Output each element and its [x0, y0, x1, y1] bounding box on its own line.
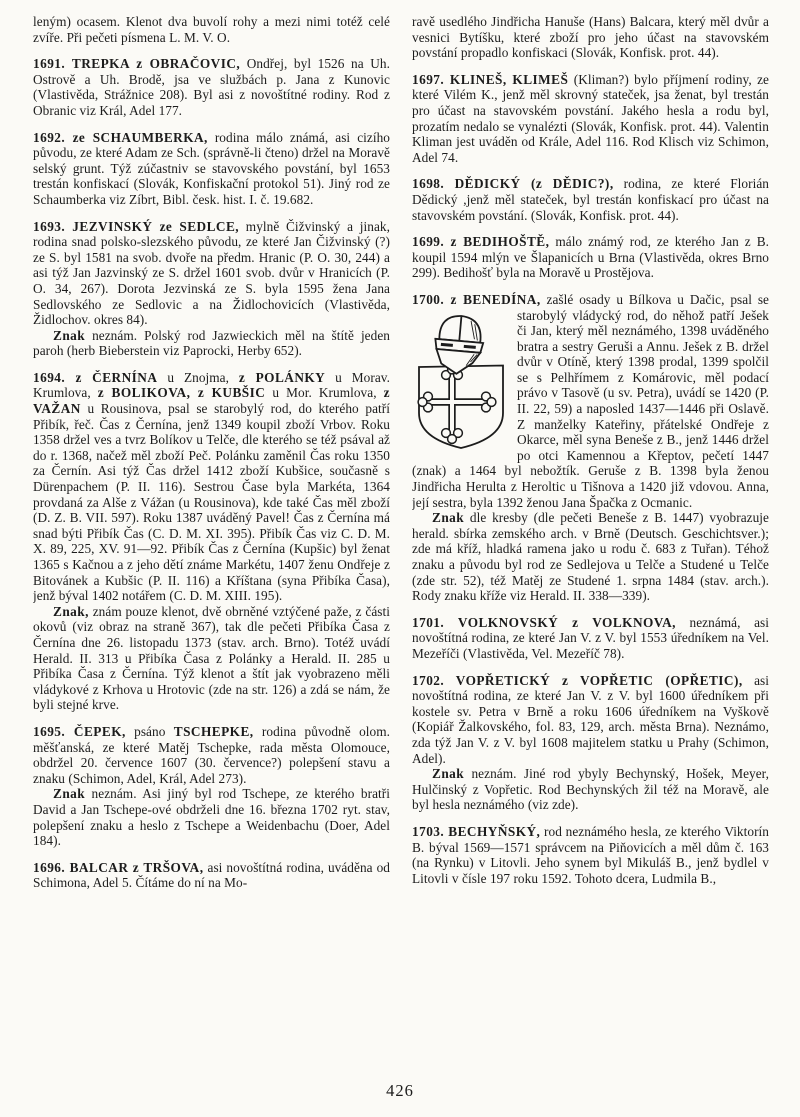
znak-paragraph [412, 510, 769, 604]
text-run: rodina málo známá, asi cizího původu, ze které Adam ze Sch. (správně-li čteno) držel na Moravě selský grunt. Týž zúčastniv se stavovského povstání, byl 1653 trestán konfiskací (Slovák, Konfiskační protokol 51). Jiný rod ze Schaumberka viz Zíbrt, Bibl. česk. hist. I. č. 19.682. [33, 129, 390, 207]
entry-heading: 1692. ze SCHAUMBERKA, [33, 129, 208, 145]
entry-paragraph [412, 72, 769, 166]
bold-run: z BOLIKOVA, z KUBŠIC [97, 385, 266, 401]
continuation-paragraph [412, 14, 769, 61]
left-column [33, 14, 390, 1068]
entry-heading: 1695. ČEPEK, [33, 723, 126, 739]
text-run: znám pouze klenot, dvě obrněné vztýčené paže, z části okovů (viz obraz na straně 367), tak dle pečeti Přibíka Časa z Černína dne 26. listopadu 1373 (stav. arch. Brno). Totéž uvádí Herald. II. 313 u Přibíka Časa z Polánky a Herald. II. 285 u Přibíka Časa z Černína. Týž klenot a štít jak vyobrazeno měli vládykové z Krhova u Hrotovic (zde na str. 126) a zdá se nám, že byli stejné krve. [33, 603, 390, 713]
shield-cross-helm-icon [412, 310, 508, 450]
bold-run: Znak, [53, 603, 89, 619]
text-run: (Kliman?) bylo příjmení rodiny, ze které Vilém K., jenž měl skrovný stateček, jsa ženat, byl trestán pro účast na stavovském povstání. Jakého hesla a rodu byl, prozatím nedalo se vynalézti (Slovák, Konfisk. prot. 44). Valentin Kliman jest uváděn od Krále, Adel 116. Rod Klisch viz Schimon, Adel 74. [412, 71, 769, 165]
text-run: dle kresby (dle pečeti Beneše z B. 1447) vyobrazuje herald. sbírka zemského arch. v Brně (Deutsch. Geschichtsver.); zde má kříž, hladká ramena jako u rodu č. 683 z Tuřan). Téhož znaku a původu byl rod ze Sedlejova u Telče a Studené u Telče (zde str. 52), též Matěj ze Studené 1. srpna 1484 (stav. arch.). Rody znaku kříže viz Herald. II. 338—339). [412, 510, 769, 604]
text-run: u Rousinova, psal se starobylý rod, do kterého patří Přibík, řeč. Čas z Černína, jenž 1349 koupil zboží Vrbov. Roku 1358 držel ves a tvrz Bolíkov u Telče, dle kterého se též psával až do r. 1368, načež měl zboží Peč. Polánku zaměnil Čas roku 1350 za Černín. Asi týž Čas držel 1412 zboží Kubšice, současně s Dürenpachem (P. II. 116). Sestrou Čase byla Markéta, 1364 provdaná za Alše z Vážan (u Rousinova), kde také Čas měl zboží (D. Z. B. VII. 597). Roku 1387 uváděný Pavel! Čas z Černína má snad býti Přibík Čas (C. D. M. XI. 395). Přibík Čas viz C. D. M. X. 89, 225, XV. 91—92. Přibík Čas z Černína (Kupšic) byl ženat 1365 s Kačnou a z jeho dětí známe Markétu, 1407 ženu Ondřeje z Bitovánek a Kubšic (P. II. 116) a Kříštana (syna Přibíka Časa), jenž býval 1402 notářem (C. D. M. XIII. 195). [33, 401, 390, 604]
znak-paragraph [33, 786, 390, 848]
text-run: rod neznámého hesla, ze kterého Viktorín B. býval 1569—1571 správcem na Piňovicích a měl dům č. 163 (na Rynku) v Litovli. Jeho synem byl Mikuláš B., jenž bydlel v Litovli v čísle 197 roku 1592. Tohoto dcera, Ludmila B., [412, 823, 769, 886]
text-run: rodina, ze které Florián Dědický ,jenž měl stateček, byl trestán konfiskací pro účast na stavovském povstání. (Slovák, Konfisk. prot. 44). [412, 176, 769, 223]
bold-run: z POLÁNKY [238, 369, 326, 385]
znak-paragraph [412, 766, 769, 813]
entry-heading: 1696. BALCAR z TRŠOVA, [33, 859, 204, 875]
entry-heading: 1693. JEZVINSKÝ ze SEDLCE, [33, 218, 240, 234]
text-run: psal se starobylý vládycký rod, do něhož patří Ješek či Jan, který měl neznámého, 1398 uváděného bratra a sestry Geruši a Annu. Ješek z B. držel dvůr v Otíně, který 1398 prodal, 1399 spolčil se s Pelhřímem z Komárovic, měl podací právo v Tasově (u sv. Petra), uvádí se 1420 (P. II. 22, 59) a naposled 1437—1446 při Oslavě. Z manželky Kateřiny, přátelské Ondřeje z Okarce, měl syna Beneše z B., jenž 1446 držel po otci Kamennou a Křeptov, pečetí 1447 (znak) a 1464 byl nebožtík. Geruše z B. 1398 byla ženou Jindřicha Herulta z Heroltic u Tišnova a 1420 již vdovou. Anna, její sestra, byla 1392 ženou Jana Špačka z Ocmanic. [412, 291, 769, 510]
entry-paragraph [33, 860, 390, 891]
bold-run: Znak [432, 766, 465, 782]
entry-paragraph [412, 673, 769, 767]
text-run: mylně Čižvinský a jinak, rodina snad polsko-slezského původu, ze které Jan Čižvinský (?) ze S. byl 1581 na svob. dvoře na předm. Hranic (P. O. 30, 244) a asi týž Jan Jazvinský ze S. držel 1601 svob. dvůr v Hranicích (P. O. 34, 267). Dorota Jezvinská ze S. byla 1595 žena Jana Sedlovského ze Sedlovic a na Židlochovicích (Vlastivěda, Židlochov. okres 84). [33, 218, 390, 328]
text-run: u Znojma, [157, 369, 239, 385]
entry-paragraph [33, 724, 390, 786]
text-run: zašlé osady u Bílkova u Dačic, [540, 291, 731, 307]
entry-heading: 1698. DĚDICKÝ (z DĚDIC?), [412, 176, 614, 192]
entry-paragraph [412, 292, 769, 510]
entry-heading: 1703. BECHYŇSKÝ, [412, 823, 541, 839]
text-run: u Morav. Krumlova, [33, 369, 390, 401]
entry-heading: 1700. z BENEDÍNA, [412, 291, 541, 307]
bold-run: z VAŽAN [33, 385, 390, 417]
entry-heading: 1694. z ČERNÍNA [33, 369, 158, 385]
text-run: psáno [125, 723, 174, 739]
text-run: neznám. Polský rod Jazwieckich měl na štítě jeden paroh (herb Bieberstein viz Paprocki, Herby 652). [33, 327, 390, 359]
entry-heading: 1691. TREPKA z OBRAČOVIC, [33, 56, 241, 72]
entry-paragraph [33, 130, 390, 208]
right-column [412, 14, 769, 1068]
text-run: neznám. Asi jiný byl rod Tschepe, ze kterého bratři David a Jan Tschepe-ové obdrželi dne 16. března 1702 ryt. stav, polepšení znaku a heslo z Tschepe a Weidenbachu (Doer, Adel 184). [33, 786, 390, 849]
entry-paragraph [412, 234, 769, 281]
text-run: asi novoštítná rodina, uváděna od Schimona, Adel 5. Čítáme do ní na Mo- [33, 859, 390, 891]
znak-paragraph [33, 604, 390, 713]
entry-heading: 1701. VOLKNOVSKÝ z VOLKNOVA, [412, 614, 676, 630]
znak-paragraph [33, 328, 390, 359]
text-run: u Mor. Krumlova, [265, 385, 384, 401]
text-run: rodina původně olom. měšťanská, ze které Matěj Tschepke, rada města Olomouce, obdržel 20. července 1607 (30. července?) polepšení stavu a znaku (Schimon, Adel, Král, Adel 273). [33, 723, 390, 786]
bold-run: Znak [53, 786, 86, 802]
entry-paragraph [33, 56, 390, 118]
entry-paragraph [412, 176, 769, 223]
bold-run: Znak [432, 510, 465, 526]
benedin-coat-of-arms-figure [412, 310, 508, 450]
entry-heading: 1699. z BEDIHOŠTĚ, [412, 234, 550, 250]
entry-paragraph [33, 219, 390, 328]
text-run: asi novoštítná rodina, ze které Jan V. z V. byl 1600 úředníkem při kostele sv. Petra v Brně a roku 1606 úředníkem na Vyškově (Kopiář Žalkovského, fol. 83, 129, arch. města Brna). Neznámo, zda týž Jan V. z V. byl 1608 majitelem statku u Prahy (Schimon, Adel). [412, 672, 769, 766]
page-number: 426 [386, 1081, 414, 1100]
continuation-paragraph [33, 14, 390, 45]
entry-heading: 1697. KLINEŠ, KLIMEŠ [412, 71, 569, 87]
entry-paragraph [412, 615, 769, 662]
entry-heading: 1702. VOPŘETICKÝ z VOPŘETIC (OPŘETIC), [412, 672, 743, 688]
text-run: neznám. Jiné rod ybyly Bechynský, Hošek, Meyer, Hulčinský z Vopřetic. Rod Bechynských žil též na Moravě, ale byl hesla neznámého (viz zde). [412, 766, 769, 813]
bold-run: TSCHEPKE, [173, 723, 254, 739]
text-run: neznámá, asi novoštítná rodina, ze které Jan V. z V. byl 1553 úředníkem na Vel. Mezeříči (Vlastivěda, Vel. Mezeříč 78). [412, 614, 769, 661]
entry-paragraph [33, 370, 390, 604]
entry-paragraph [412, 824, 769, 886]
bold-run: Znak [53, 327, 86, 343]
text-run: málo známý rod, ze kterého Jan z B. koupil 1594 mlýn ve Šlapanicích u Brna (Vlastivěda, okres Brno 299). Bedihošť byla na Moravě u Prostějova. [412, 234, 769, 281]
text-run: Ondřej, byl 1526 na Uh. Ostrově a Uh. Brodě, jsa ve službách p. Jana z Kunovic (Vlastivěda, Strážnice 208). Byl asi z novoštítné rodiny. Rod z Obranic viz Král, Adel 177. [33, 56, 390, 118]
text-run: ravě usedlého Jindřicha Hanuše (Hans) Balcara, který měl dvůr a vesnici Bytíšku, které zboží pro jeho účast na stavovském povstání propadlo konfiskaci (Slovák, Konfisk. prot. 44). [412, 14, 769, 61]
text-run: leným) ocasem. Klenot dva buvolí rohy a mezi nimi totéž celé zvíře. Při pečeti písmena L. M. V. O. [33, 14, 390, 45]
